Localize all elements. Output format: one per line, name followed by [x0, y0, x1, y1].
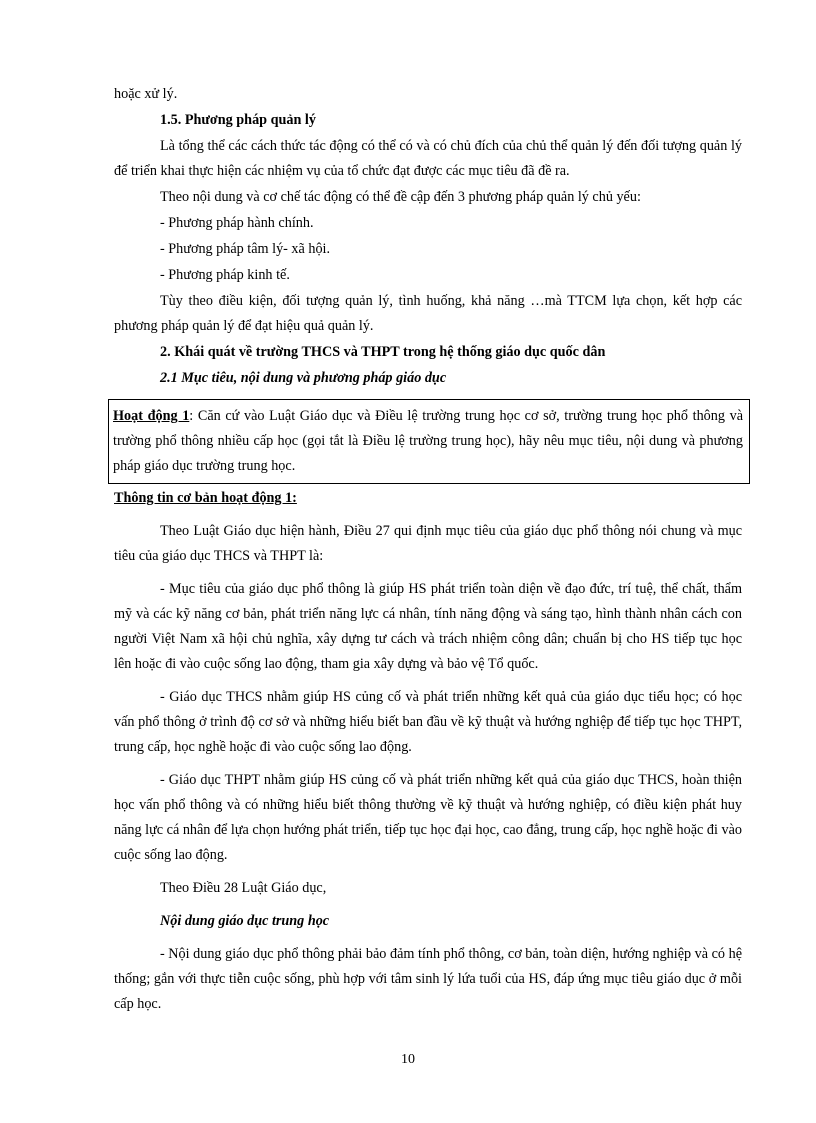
method-item: - Phương pháp kinh tế. [160, 267, 290, 283]
section-heading-1-5: 1.5. Phương pháp quản lý [160, 112, 316, 128]
paragraph-thcs-goal: - Giáo dục THCS nhằm giúp HS củng cố và phát triển những kết quả của giáo dục tiểu học; có học vấn phổ thông ở trình độ cơ sở và những hiểu biết ban đầu về kỹ thuật và hướng nghiệp để tiếp tục học THPT, trung cấp, học nghề hoặc đi vào cuộc sống lao động. [114, 689, 742, 755]
paragraph-law-article-27: Theo Luật Giáo dục hiện hành, Điều 27 qui định mục tiêu của giáo dục phổ thông nói chung và mục tiêu của giáo dục THCS và THPT là: [114, 523, 742, 564]
page-number: 10 [401, 1052, 415, 1067]
paragraph-continuation: hoặc xử lý. [114, 86, 178, 102]
activity-label: Hoạt động 1 [113, 408, 190, 424]
paragraph-thpt-goal: - Giáo dục THPT nhằm giúp HS củng cố và phát triển những kết quả của giáo dục THCS, hoàn thiện học vấn phổ thông và có những hiểu biết thông thường về kỹ thuật và hướng nghiệp, có điều kiện phát huy năng lực cá nhân để lựa chọn hướng phát triển, tiếp tục học đại học, cao đẳng, trung cấp, học nghề hoặc đi vào cuộc sống lao động. [114, 772, 742, 863]
section-heading-content: Nội dung giáo dục trung học [160, 913, 330, 929]
activity-description: : Căn cứ vào Luật Giáo dục và Điều lệ trường trung học cơ sở, trường trung học phổ thông và trường phổ thông nhiều cấp học (gọi tắt là Điều lệ trường trung học), hãy nêu mục tiêu, nội dung và phương pháp giáo dục trường trung học. [113, 408, 743, 474]
paragraph-definition: Là tổng thể các cách thức tác động có thể có và có chủ đích của chủ thể quản lý đến đối tượng quản lý để triển khai thực hiện các nhiệm vụ của tổ chức đạt được các mục tiêu đã đề ra. [114, 138, 742, 179]
method-item: - Phương pháp hành chính. [160, 215, 314, 231]
paragraph-law-article-28: Theo Điều 28 Luật Giáo dục, [160, 880, 327, 896]
section-heading-2: 2. Khái quát về trường THCS và THPT trong hệ thống giáo dục quốc dân [160, 344, 606, 360]
activity-box [108, 399, 750, 484]
document-body [114, 82, 742, 1017]
method-item: - Phương pháp tâm lý- xã hội. [160, 241, 331, 257]
paragraph-education-content: - Nội dung giáo dục phổ thông phải bảo đảm tính phổ thông, cơ bản, toàn diện, hướng nghiệp và có hệ thống; gắn với thực tiễn cuộc sống, phù hợp với tâm sinh lý lứa tuổi của HS, đáp ứng mục tiêu giáo dục ở mỗi cấp học. [114, 946, 742, 1012]
activity-text [113, 404, 743, 479]
info-title: Thông tin cơ bản hoạt động 1: [114, 490, 297, 506]
paragraph-methods-intro: Theo nội dung và cơ chế tác động có thể đề cập đến 3 phương pháp quản lý chủ yếu: [160, 189, 641, 205]
paragraph-methods-selection: Tùy theo điều kiện, đối tượng quản lý, tình huống, khả năng …mà TTCM lựa chọn, kết hợp các phương pháp quản lý để đạt hiệu quả quản lý. [114, 293, 742, 334]
section-heading-2-1: 2.1 Mục tiêu, nội dung và phương pháp giáo dục [160, 370, 447, 386]
paragraph-general-education-goal: - Mục tiêu của giáo dục phổ thông là giúp HS phát triển toàn diện về đạo đức, trí tuệ, thể chất, thẩm mỹ và các kỹ năng cơ bản, phát triển năng lực cá nhân, tính năng động và sáng tạo, hình thành nhân cách con người Việt Nam xã hội chủ nghĩa, xây dựng tư cách và trách nhiệm công dân; chuẩn bị cho HS tiếp tục học lên hoặc đi vào cuộc sống lao động, tham gia xây dựng và bảo vệ Tổ quốc. [114, 581, 742, 672]
